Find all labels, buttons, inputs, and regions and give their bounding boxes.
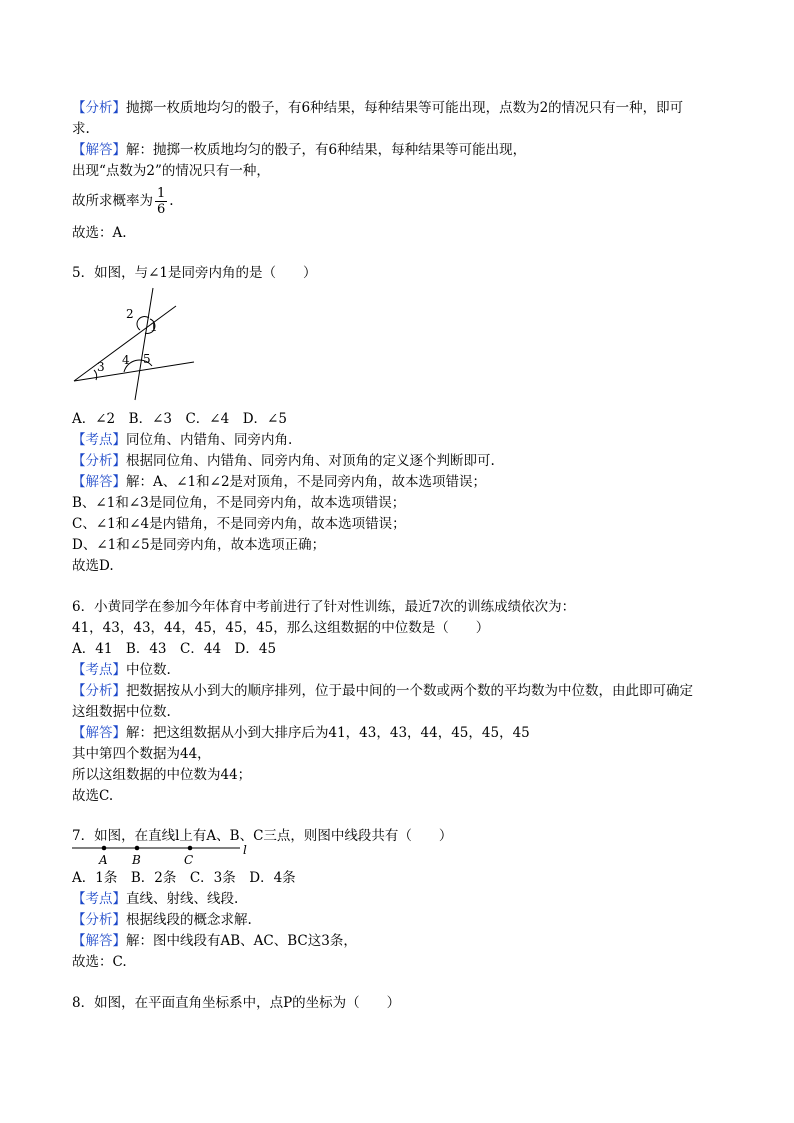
q6-keypoint — [72, 660, 171, 680]
q5-angle-figure — [66, 286, 202, 406]
q5-solution-d: D、∠1和∠5是同旁内角，故本选项正确； — [72, 537, 326, 553]
solution-text: 解：A、∠1和∠2是对顶角，不是同旁内角，故本选项错误； — [126, 474, 487, 490]
label-b: B — [132, 853, 141, 867]
keypoint-text: 直线、射线、线段. — [126, 891, 239, 907]
point-a — [102, 846, 107, 851]
solution-text: 解：把这组数据从小到大排序后为41，43，43，44，45，45，45 — [126, 725, 530, 741]
q7-solution — [72, 931, 357, 951]
fraction-denominator: 6 — [157, 202, 166, 217]
q5-question: 5．如图，与∠1是同旁内角的是（ ） — [72, 265, 317, 281]
probability-prefix: 故所求概率为 — [72, 193, 153, 209]
analysis-text: 根据同位角、内错角、同旁内角、对顶角的定义逐个判断即可. — [126, 453, 495, 469]
label-l: l — [243, 843, 247, 857]
ray-lower — [74, 362, 194, 381]
probability-suffix: . — [169, 193, 174, 209]
q6-options: A．41 B．43 C．44 D．45 — [72, 641, 277, 657]
analysis-tag: 【分析】 — [72, 683, 126, 699]
q7-keypoint — [72, 889, 238, 909]
q5-solution — [72, 472, 486, 492]
q6-solution — [72, 723, 530, 743]
q6-answer: 故选C. — [72, 788, 114, 804]
analysis-tag: 【分析】 — [72, 453, 126, 469]
solution-tag: 【解答】 — [72, 933, 126, 949]
q4-solution-line: 出现“点数为2”的情况只有一种， — [72, 163, 270, 179]
q5-options: A．∠2 B．∠3 C．∠4 D．∠5 — [72, 411, 287, 427]
fraction — [155, 186, 167, 217]
q4-probability-line — [72, 186, 174, 217]
q6-solution-line2: 其中第四个数据为44， — [72, 746, 211, 762]
q6-analysis — [72, 681, 693, 701]
fraction-numerator: 1 — [157, 186, 166, 201]
label-5: 5 — [143, 352, 151, 366]
point-b — [135, 846, 140, 851]
q4-analysis — [72, 98, 683, 118]
q6-question: 6．小黄同学在参加今年体育中考前进行了针对性训练，最近7次的训练成绩依次为： — [72, 599, 576, 615]
analysis-text: 抛掷一枚质地均匀的骰子，有6种结果，每种结果等可能出现，点数为2的情况只有一种，即可 — [126, 100, 684, 116]
label-a: A — [99, 853, 108, 867]
analysis-tag: 【分析】 — [72, 100, 126, 116]
q7-analysis — [72, 910, 252, 930]
q4-solution — [72, 140, 526, 160]
q5-answer: 故选D. — [72, 558, 114, 574]
label-c: C — [184, 853, 194, 867]
q7-question: 7．如图，在直线l上有A、B、C三点，则图中线段共有（ ） — [72, 828, 453, 844]
label-3: 3 — [97, 360, 105, 374]
q5-solution-c: C、∠1和∠4是内错角，不是同旁内角，故本选项错误； — [72, 516, 406, 532]
analysis-text: 根据线段的概念求解. — [126, 912, 252, 928]
q7-answer: 故选：C. — [72, 954, 127, 970]
solution-tag: 【解答】 — [72, 142, 126, 158]
keypoint-tag: 【考点】 — [72, 891, 126, 907]
label-4: 4 — [122, 353, 130, 367]
transversal — [135, 288, 153, 400]
q7-options: A．1条 B．2条 C．3条 D．4条 — [72, 870, 296, 886]
solution-tag: 【解答】 — [72, 474, 126, 490]
keypoint-text: 同位角、内错角、同旁内角. — [126, 432, 293, 448]
q5-solution-b: B、∠1和∠3是同位角，不是同旁内角，故本选项错误； — [72, 495, 406, 511]
q6-analysis-cont: 这组数据中位数. — [72, 704, 171, 720]
q6-solution-line3: 所以这组数据的中位数为44； — [72, 767, 252, 783]
analysis-tag: 【分析】 — [72, 912, 126, 928]
keypoint-tag: 【考点】 — [72, 662, 126, 678]
label-2: 2 — [126, 307, 134, 321]
keypoint-tag: 【考点】 — [72, 432, 126, 448]
q8-question: 8．如图，在平面直角坐标系中，点P的坐标为（ ） — [72, 995, 401, 1011]
q4-analysis-cont: 求. — [72, 121, 90, 137]
keypoint-text: 中位数. — [126, 662, 171, 678]
solution-text: 解：图中线段有AB、AC、BC这3条， — [126, 933, 357, 949]
q4-answer: 故选：A. — [72, 225, 127, 241]
q7-line-figure — [68, 842, 258, 868]
solution-tag: 【解答】 — [72, 725, 126, 741]
analysis-text: 把数据按从小到大的顺序排列，位于最中间的一个数或两个数的平均数为中位数，由此即可确定 — [126, 683, 693, 699]
q5-keypoint — [72, 430, 292, 450]
q6-question-cont: 41，43，43，44，45，45，45，那么这组数据的中位数是（ ） — [72, 620, 490, 636]
solution-text: 解：抛掷一枚质地均匀的骰子，有6种结果，每种结果等可能出现， — [126, 142, 527, 158]
label-1: 1 — [150, 320, 158, 334]
point-c — [188, 846, 193, 851]
q5-analysis — [72, 451, 495, 471]
